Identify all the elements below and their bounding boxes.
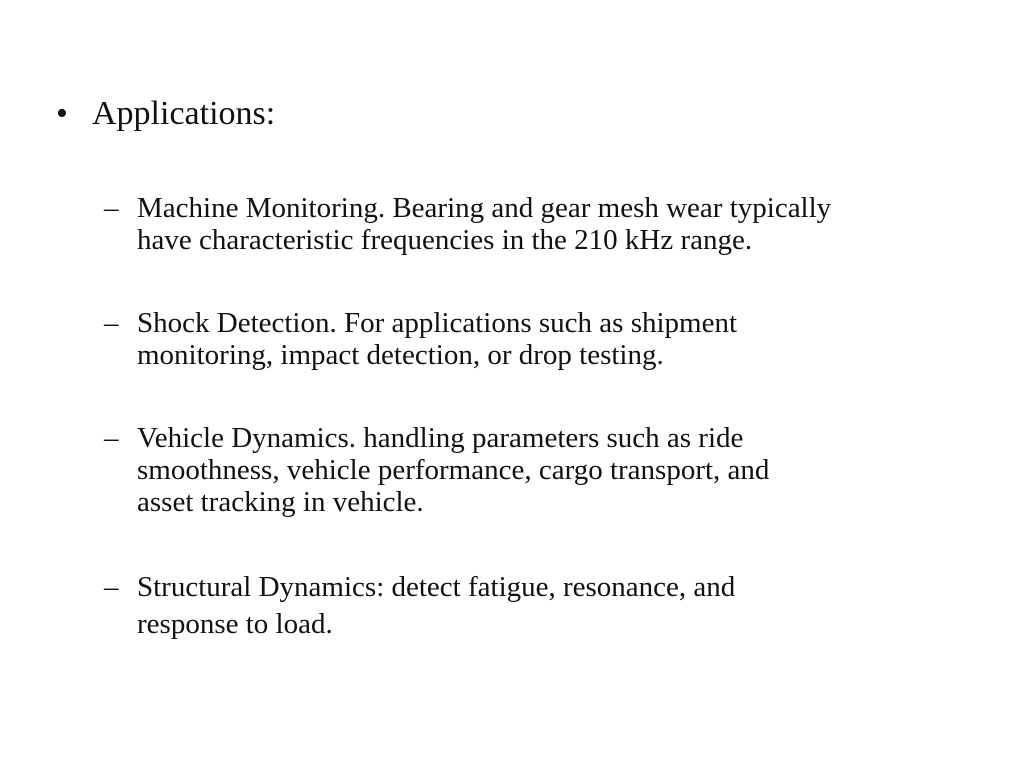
top-level-bullet bbox=[56, 94, 275, 134]
sub-item-text: Shock Detection. For applications such as shipment monitoring, impact detection, or drop testing. bbox=[137, 307, 738, 371]
sub-item-text: Machine Monitoring. Bearing and gear mesh wear typically have characteristic frequencies in the 210 kHz range. bbox=[137, 192, 832, 256]
dash-marker: – bbox=[104, 192, 119, 224]
applications-heading: Applications: bbox=[92, 95, 276, 132]
dash-marker: – bbox=[104, 571, 119, 603]
sub-item-vehicle-dynamics bbox=[104, 422, 984, 518]
sub-item-text: Vehicle Dynamics. handling parameters such as ride smoothness, vehicle performance, cargo transport, and asset tracking in vehicle. bbox=[137, 422, 770, 518]
sub-item-machine-monitoring bbox=[104, 192, 984, 256]
sub-item-shock-detection bbox=[104, 307, 984, 371]
bullet-marker: • bbox=[56, 95, 68, 132]
sub-item-structural-dynamics bbox=[104, 569, 984, 643]
dash-marker: – bbox=[104, 307, 119, 339]
dash-marker: – bbox=[104, 422, 119, 454]
sub-item-text: Structural Dynamics: detect fatigue, resonance, and response to load. bbox=[137, 571, 736, 640]
